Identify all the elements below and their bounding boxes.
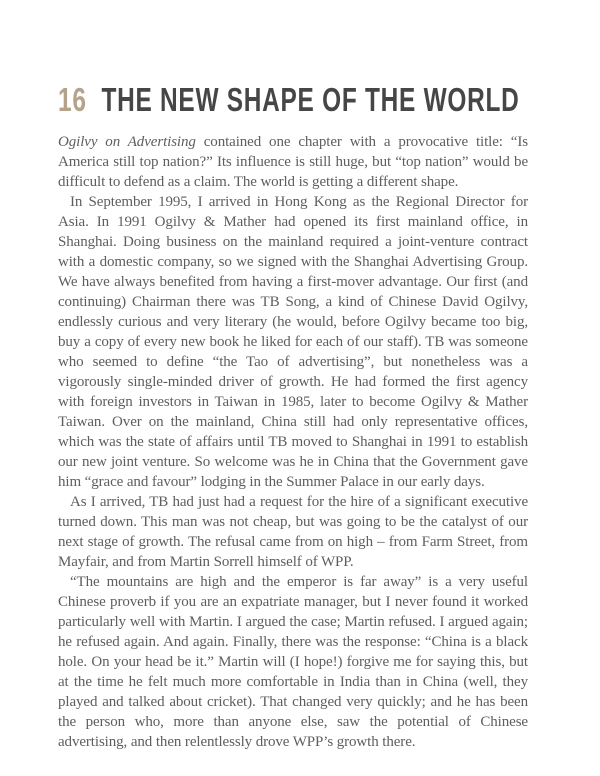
paragraph-1-rest: contained one chapter with a provocative title: “Is America still top nation?” Its influence is still huge, but “top nation” would be difficult to defend as a claim. The world is getting a different shape. <box>58 134 528 190</box>
paragraph-1-italic-lead: Ogilvy on Advertising <box>58 134 196 150</box>
paragraph-1 <box>58 132 528 192</box>
paragraph-2: In September 1995, I arrived in Hong Kong as the Regional Director for Asia. In 1991 Ogilvy & Mather had opened its first mainland office, in Shanghai. Doing business on the mainland required a joint-venture contract with a domestic company, so we signed with the Shanghai Advertising Group. We have always benefited from having a first-mover advantage. Our first (and continuing) Chairman there was TB Song, a kind of Chinese David Ogilvy, endlessly curious and very literary (he would, before Ogilvy became too big, buy a copy of every new book he liked for each of our staff). TB was someone who seemed to define “the Tao of advertising”, but nonetheless was a vigorously single-minded driver of growth. He had formed the first agency with foreign investors in Taiwan in 1985, later to become Ogilvy & Mather Taiwan. Over on the mainland, China still had only representative offices, which was the state of affairs until TB moved to Shanghai in 1991 to establish our new joint venture. So welcome was he in China that the Government gave him “grace and favour” lodging in the Summer Palace in our early days. <box>58 194 528 490</box>
body-text <box>58 132 528 752</box>
paragraph-3: As I arrived, TB had just had a request for the hire of a significant executive turned down. This man was not cheap, but was going to be the catalyst of our next stage of growth. The refusal came from on high – from Farm Street, from Mayfair, and from Martin Sorrell himself of WPP. <box>58 494 528 570</box>
chapter-heading <box>58 81 528 118</box>
chapter-heading-inner <box>58 83 520 116</box>
page-content <box>58 82 528 752</box>
chapter-number: 16 <box>58 81 87 118</box>
paragraph-4: “The mountains are high and the emperor is far away” is a very useful Chinese proverb if you are an expatriate manager, but I never found it worked particularly well with Martin. I argued the case; Martin refused. I argued again; he refused again. And again. Finally, there was the response: “China is a black hole. On your head be it.” Martin will (I hope!) forgive me for saying this, but at the time he felt much more comfortable in India than in China (well, they played and talked about cricket). That changed very quickly; and he has been the person who, more than anyone else, saw the potential of Chinese advertising, and then relentlessly drove WPP’s growth there. <box>58 574 528 750</box>
chapter-title: THE NEW SHAPE OF THE WORLD <box>101 81 520 118</box>
